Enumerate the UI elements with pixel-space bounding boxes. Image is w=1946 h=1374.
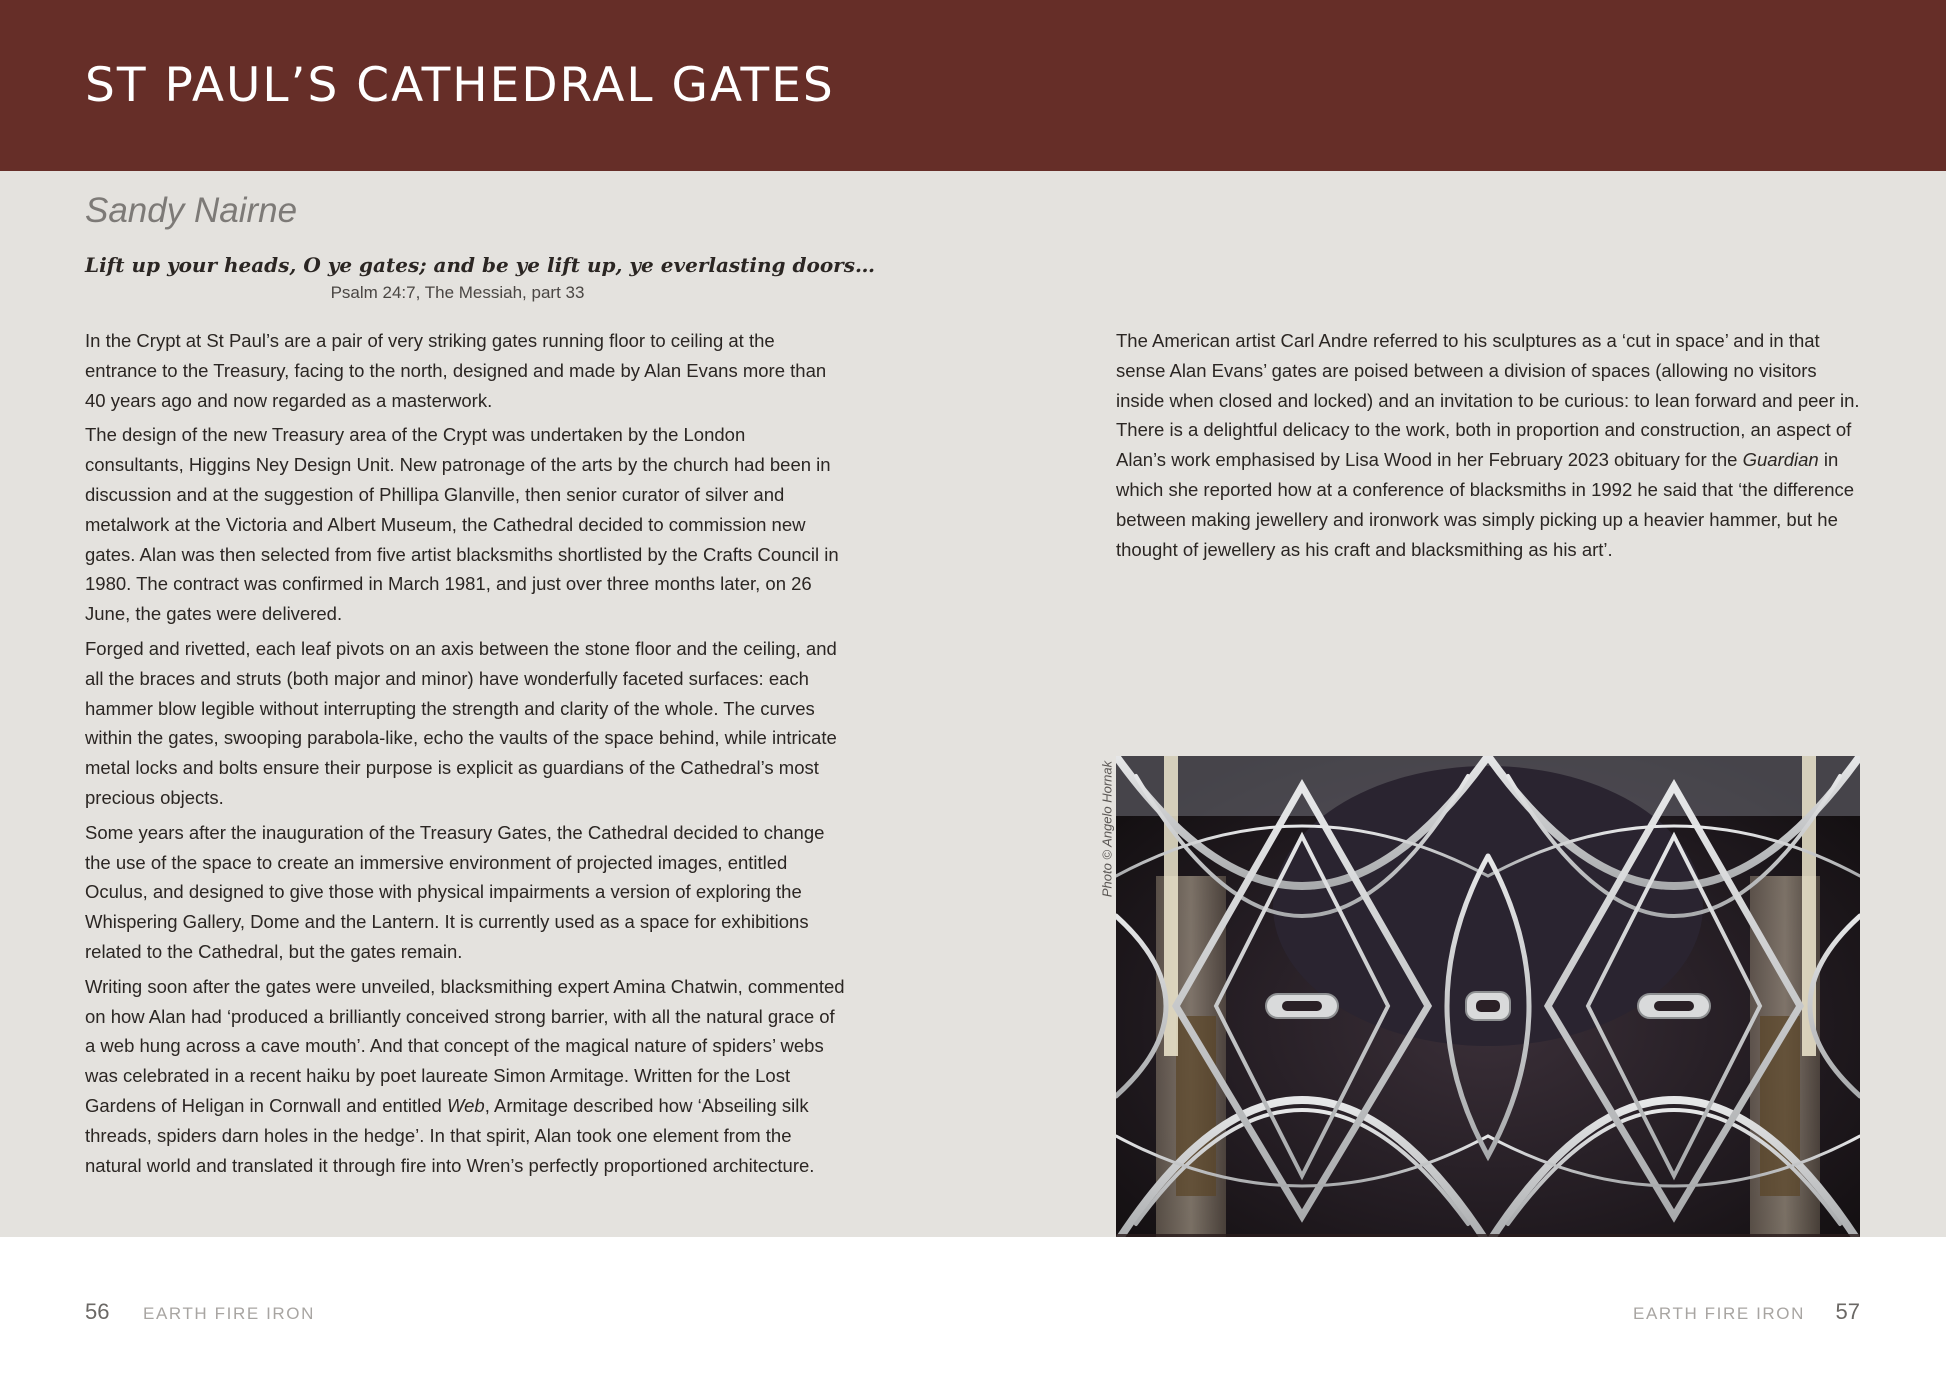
paragraph: In the Crypt at St Paul’s are a pair of very striking gates running floor to ceiling at the entrance to the Treasury, facing to the north, designed and made by Alan Evans more than 40 years ago and now regarded as a masterwork. [85,330,827,411]
content-area [0,171,1946,1237]
epigraph [85,253,875,303]
italic-title: Guardian [1742,449,1819,471]
left-column [85,326,845,1185]
page-header [0,0,1946,171]
page-title: ST PAUL’S CATHEDRAL GATES [85,58,835,113]
page-footer [0,1237,1946,1374]
right-column [1116,326,1864,569]
left-running-title: EARTH FIRE IRON [143,1304,315,1323]
italic-title: Web [447,1094,485,1116]
paragraph: The design of the new Treasury area of the Crypt was undertaken by the London consultants, Higgins Ney Design Unit. New patronage of the arts by the church had been in discussion and at the suggestion of Phillipa Glanville, then senior curator of silver and metalwork at the Victoria and Albert Museum, the Cathedral decided to commission new gates. Alan was then selected from five artist blacksmiths shortlisted by the Crafts Council in 1980. The contract was confirmed in March 1981, and just over three months later, on 26 June, the gates were delivered. [85,424,839,625]
photo-credit-text: Photo © Angelo Hornak [1099,760,1115,898]
epigraph-quote: Lift up your heads, O ye gates; and be ye lift up, ye everlasting doors… [85,253,875,277]
text-run: , Armitage described how ‘Abseiling silk threads, spiders darn holes in the hedge’. In that spirit, Alan took one element from the natural world and translated it through fire into Wren’s perfectly proportioned architecture. [85,1094,815,1176]
gates-photo [1116,756,1860,1244]
gates-illustration [1116,756,1860,1244]
epigraph-source: Psalm 24:7, The Messiah, part 33 [330,283,585,302]
right-running-title: EARTH FIRE IRON [1633,1304,1805,1323]
text-run: Writing soon after the gates were unveiled, blacksmithing expert Amina Chatwin, commented on how Alan had ‘produced a brilliantly conceived strong barrier, with all the natural grace of a web hung across a cave mouth’. And that concept of the magical nature of spiders’ webs was celebrated in a recent haiku by poet laureate Simon Armitage. Written for the Lost Gardens of Heligan in Cornwall and entitled [85,975,845,1116]
right-page-number: 57 [1835,1299,1860,1324]
paragraph [1116,326,1864,564]
paragraph: Forged and rivetted, each leaf pivots on an axis between the stone floor and the ceiling, and all the braces and struts (both major and minor) have wonderfully faceted surfaces: each hammer blow legible without interrupting the strength and clarity of the whole. The curves within the gates, swooping parabola-like, echo the vaults of the space behind, while intricate metal locks and bolts ensure their purpose is explicit as guardians of the Cathedral’s most precious objects. [85,637,837,808]
paragraph: Some years after the inauguration of the Treasury Gates, the Cathedral decided to change the use of the space to create an immersive environment of projected images, entitled Oculus, and designed to give those with physical impairments a version of exploring the Whispering Gallery, Dome and the Lantern. It is currently used as a space for exhibitions related to the Cathedral, but the gates remain. [85,821,825,962]
left-page-number: 56 [85,1299,110,1324]
author-name: Sandy Nairne [85,191,298,230]
text-run: in which she reported how at a conference of blacksmiths in 1992 he said that ‘the difference between making jewellery and ironwork was simply picking up a heavier hammer, but he thought of jewellery as his craft and blacksmithing as his art’. [1116,449,1855,560]
paragraph [85,972,845,1181]
text-run: The American artist Carl Andre referred to his sculptures as a ‘cut in space’ and in that sense Alan Evans’ gates are poised between a division of spaces (allowing no visitors inside when closed and locked) and an invitation to be curious: to lean forward and peer in. There is a delightful delicacy to the work, both in proportion and construction, an aspect of Alan’s work emphasised by Lisa Wood in her February 2023 obituary for the [1116,330,1860,471]
